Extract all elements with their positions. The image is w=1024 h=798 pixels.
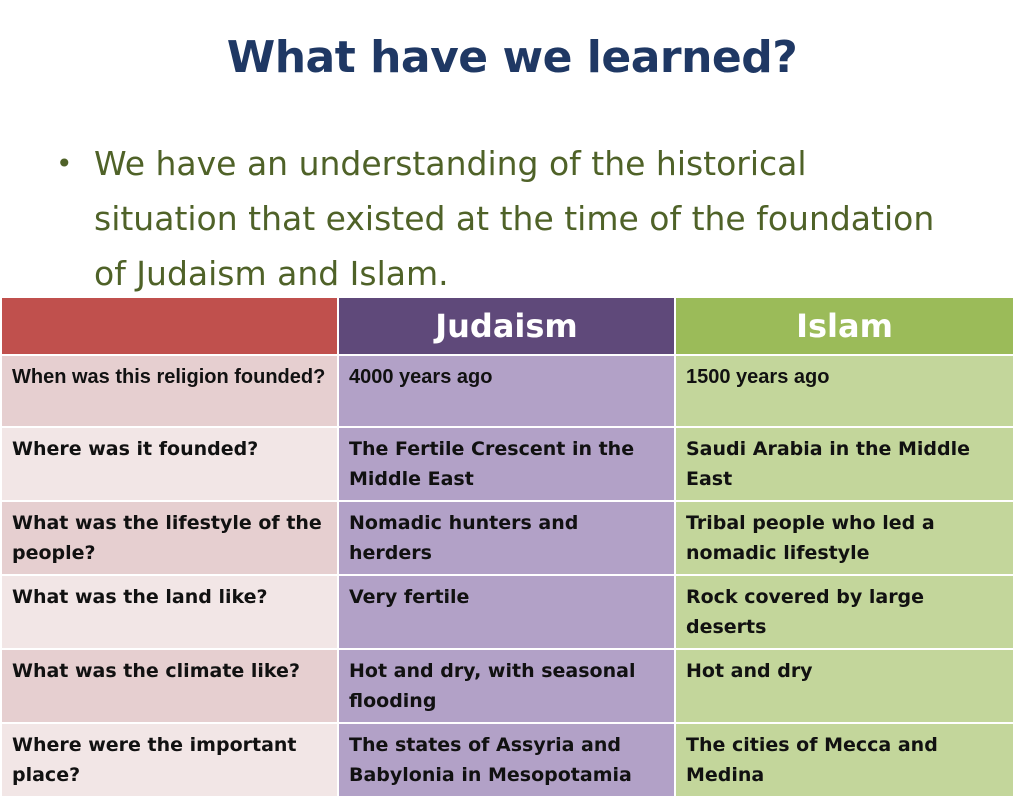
row-question: Where were the important place? [1,723,338,797]
row-judaism-answer: 4000 years ago [338,355,675,427]
row-question: What was the climate like? [1,649,338,723]
row-question: When was this religion founded? [1,355,338,427]
bullet-dot-icon: • [56,147,73,180]
table-header-row [1,297,1014,355]
header-judaism: Judaism [338,297,675,355]
table-row [1,355,1014,427]
table-row [1,649,1014,723]
header-islam: Islam [675,297,1014,355]
row-judaism-answer: The Fertile Crescent in the Middle East [338,427,675,501]
row-islam-answer: Saudi Arabia in the Middle East [675,427,1014,501]
table-row [1,575,1014,649]
row-judaism-answer: Hot and dry, with seasonal flooding [338,649,675,723]
table-row [1,427,1014,501]
row-judaism-answer: Nomadic hunters and herders [338,501,675,575]
comparison-table [0,296,1015,798]
table-row [1,501,1014,575]
slide-title: What have we learned? [226,32,798,83]
row-islam-answer: The cities of Mecca and Medina [675,723,1014,797]
bullet-text: We have an understanding of the historical situation that existed at the time of the foundation of Judaism and Islam. [94,144,935,293]
row-judaism-answer: Very fertile [338,575,675,649]
row-islam-answer: Rock covered by large deserts [675,575,1014,649]
row-islam-answer: Hot and dry [675,649,1014,723]
row-islam-answer: Tribal people who led a nomadic lifestyle [675,501,1014,575]
table-row [1,723,1014,797]
row-question: What was the land like? [1,575,338,649]
row-question: What was the lifestyle of the people? [1,501,338,575]
row-question: Where was it founded? [1,427,338,501]
header-corner-cell [1,297,338,355]
row-judaism-answer: The states of Assyria and Babylonia in Mesopotamia [338,723,675,797]
row-islam-answer: 1500 years ago [675,355,1014,427]
